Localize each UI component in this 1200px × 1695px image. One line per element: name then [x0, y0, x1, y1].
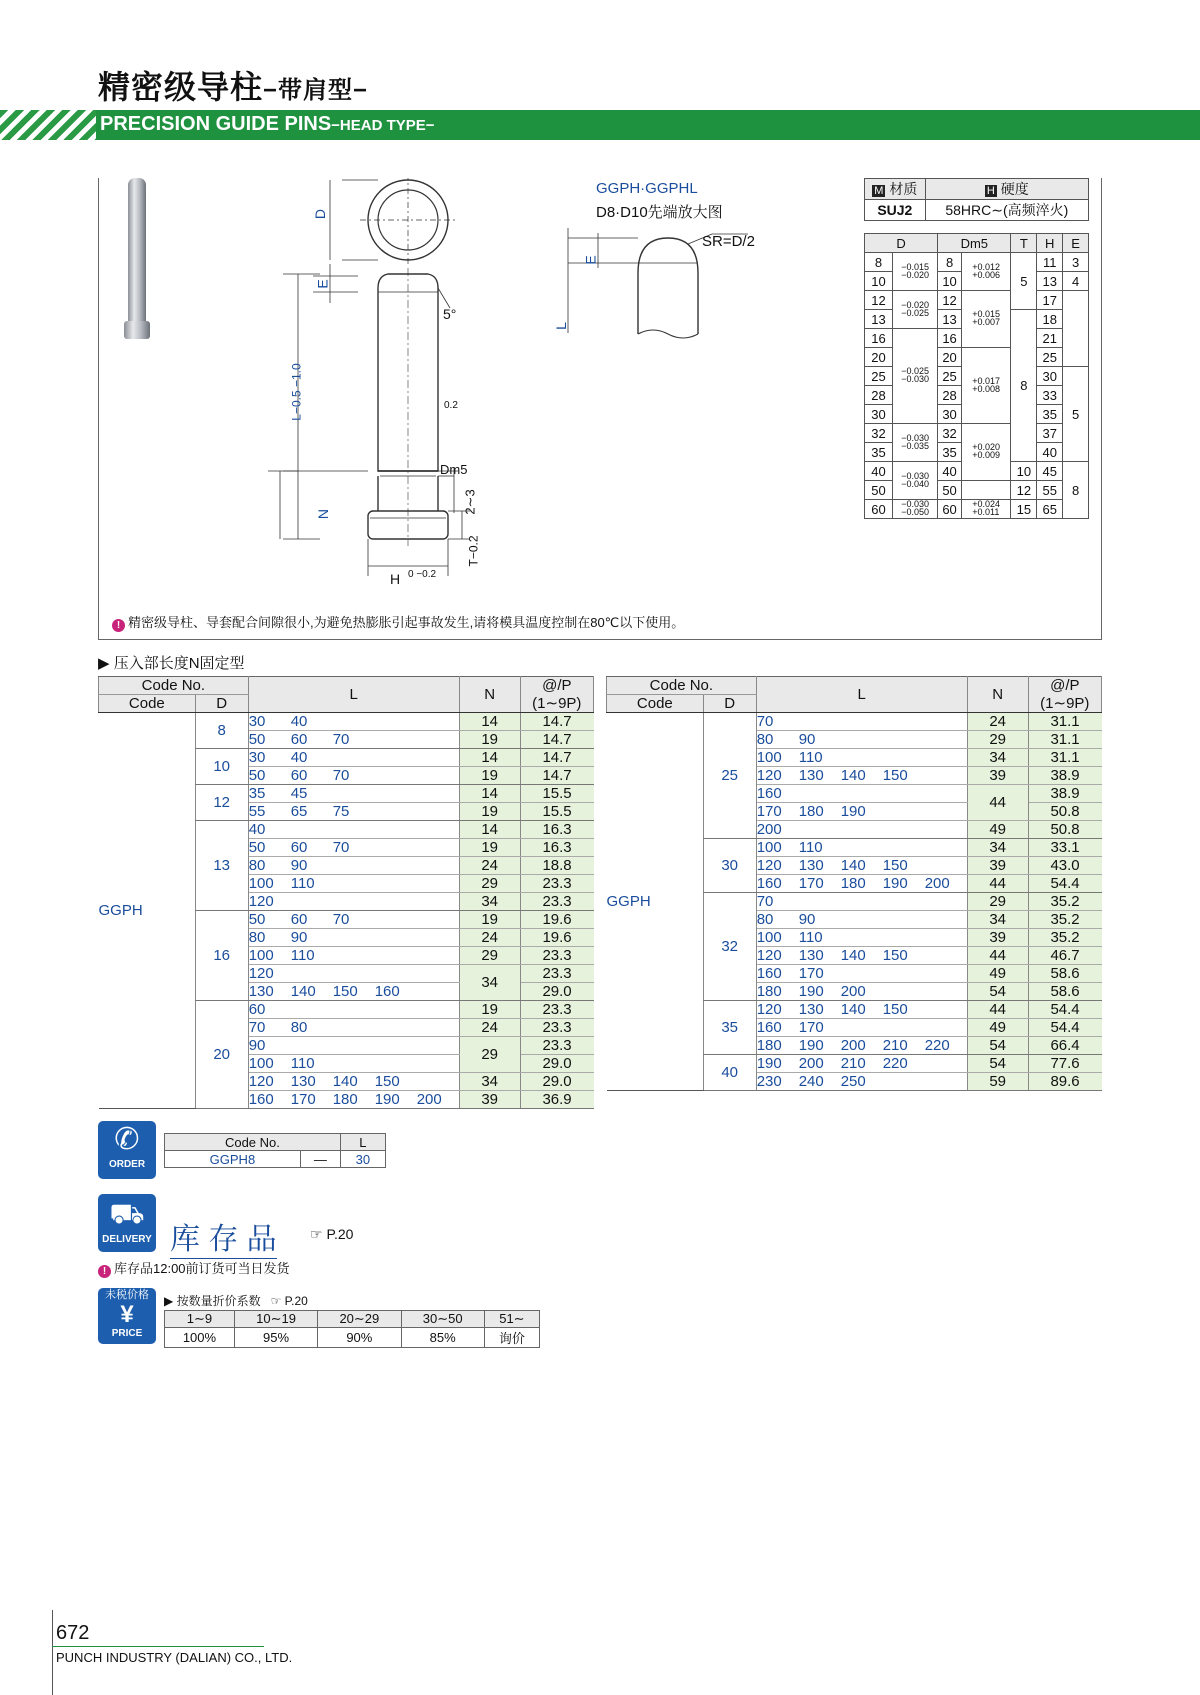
- dim-dm5-label: Dm5: [440, 462, 468, 477]
- price-cell: 43.0: [1028, 857, 1101, 875]
- detail-label: D8·D10先端放大图: [596, 204, 723, 221]
- n-cell: 29: [459, 1037, 520, 1073]
- d-cell: 25: [703, 713, 756, 839]
- price-cell: 29.0: [520, 1073, 593, 1091]
- n-cell: 29: [459, 947, 520, 965]
- d-cell: 8: [195, 713, 248, 749]
- price-cell: 38.9: [1028, 767, 1101, 785]
- l-values: 35 45: [248, 785, 459, 803]
- spec-row: 12 −0.020 −0.025 12 +0.015 +0.007 17: [865, 291, 1089, 310]
- price-cell: 50.8: [1028, 821, 1101, 839]
- price-cell: 23.3: [520, 1019, 593, 1037]
- l-values: 80 90: [756, 911, 967, 929]
- l-values: 160: [756, 785, 967, 803]
- price-cell: 66.4: [1028, 1037, 1101, 1055]
- d-cell: 12: [195, 785, 248, 821]
- dimension-spec-table: D Dm5 T H E 8 −0.015 −0.020 8 +0.012 +0.006 5 11 3 10 10 13 4 12 −0.020 −0.025 12 +0.015 +0.007 17 13 13 8 18 16 −0.025 −0.030 16 21 20 20 +0.017 +0.008 25 25 25 30 5 28 28 33 30 30 35 32 −0.030 −0.035 32 +0.020 +0.009 37 35 35 40 40 −0.030 −0.040 40 10 45 8 50 50 12 55 60 −0.030 −0.050 60 +0.024 +0.011 15 65: [864, 233, 1089, 519]
- price-cell: 46.7: [1028, 947, 1101, 965]
- l-values: 180 190 200: [756, 983, 967, 1001]
- warning-icon: !: [112, 619, 125, 632]
- price-cell: 35.2: [1028, 911, 1101, 929]
- price-cell: 16.3: [520, 821, 593, 839]
- price-cell: 15.5: [520, 785, 593, 803]
- l-values: 100 110: [248, 875, 459, 893]
- spec-row: 10 10 13 4: [865, 272, 1089, 291]
- pin-top-view: [360, 178, 456, 266]
- price-cell: 23.3: [520, 875, 593, 893]
- l-values: 100 110: [756, 839, 967, 857]
- dim-d-label: D: [312, 208, 329, 220]
- price-cell: 54.4: [1028, 1019, 1101, 1037]
- l-values: 30 40: [248, 713, 459, 731]
- n-cell: 29: [967, 731, 1028, 749]
- qty-cell: 51∼: [484, 1311, 539, 1328]
- left-product-table: Code No. L N @/P Code D (1∼9P) GGPH 8 30 40 14 14.7 50 60 70 19 14.7 10 30 40 14 14.7 50 60 70 19 14.7 12 35 45 14 15.5 55 65 75 19 15.5 13 40 14 16.3 50 60 70 19 16.3 80 90 24 18.8 100 110 29 23.3 120 34 23.3 16 50 60 70 19 19.6 80 90 24 19.6 100 110 29 23.3 120 34 23.3 130 140 150 160 29.0 20 60 19 23.3 70 80 24 23.3 90 29 23.3 100 110 29.0 120 130 140 150 34 29.0 160 170 180 190 200 39 36.9: [98, 676, 594, 1109]
- spec-row: 8 −0.015 −0.020 8 +0.012 +0.006 5 11 3: [865, 253, 1089, 272]
- price-cell: 14.7: [520, 713, 593, 731]
- price-cell: 23.3: [520, 1001, 593, 1019]
- l-values: 190 200 210 220: [756, 1055, 967, 1073]
- n-cell: 19: [459, 767, 520, 785]
- company-name: PUNCH INDUSTRY (DALIAN) CO., LTD.: [56, 1650, 293, 1665]
- discount-table: [164, 1310, 540, 1348]
- stock-ref-link[interactable]: ☞ P.20: [310, 1226, 354, 1242]
- price-cell: 58.6: [1028, 983, 1101, 1001]
- price-discount-title: ▶ 按数量折价系数 ☞ P.20: [164, 1294, 308, 1308]
- dim-n-label: N: [315, 508, 332, 520]
- l-values: 80 90: [248, 857, 459, 875]
- qty-cell: 10∼19: [234, 1311, 317, 1328]
- n-cell: 44: [967, 1001, 1028, 1019]
- table-row: [99, 713, 594, 731]
- l-values: 100 110: [756, 749, 967, 767]
- price-cell: 38.9: [1028, 785, 1101, 803]
- order-icon: ✆ ORDER: [98, 1121, 156, 1179]
- n-cell: 34: [459, 965, 520, 1001]
- l-values: 170 180 190: [756, 803, 967, 821]
- n-cell: 19: [459, 731, 520, 749]
- price-cell: 18.8: [520, 857, 593, 875]
- spec-row: 16 −0.025 −0.030 16 21: [865, 329, 1089, 348]
- l-values: 120: [248, 893, 459, 911]
- price-cell: 36.9: [520, 1091, 593, 1109]
- section-title: ▶ 压入部长度N固定型: [98, 655, 245, 672]
- spec-row: 25 25 30 5: [865, 367, 1089, 386]
- n-cell: 34: [967, 839, 1028, 857]
- price-cell: 35.2: [1028, 929, 1101, 947]
- material-value: SUJ2: [865, 200, 926, 221]
- price-cell: 15.5: [520, 803, 593, 821]
- warning-icon: !: [98, 1265, 111, 1278]
- roughness-label: 0.2: [444, 400, 458, 411]
- l-values: 60: [248, 1001, 459, 1019]
- l-values: 80 90: [756, 731, 967, 749]
- spec-row: 13 13 8 18: [865, 310, 1089, 329]
- l-values: 120: [248, 965, 459, 983]
- dim-t-label: T−0.2: [466, 535, 481, 567]
- spec-row: 32 −0.030 −0.035 32 +0.020 +0.009 37: [865, 424, 1089, 443]
- page-title: 精密级导柱−带肩型−: [98, 69, 369, 105]
- l-values: 80 90: [248, 929, 459, 947]
- stripe-decoration: [0, 110, 110, 140]
- material-table: M 材质 H 硬度 SUJ2 58HRC∼(高频淬火): [864, 178, 1089, 221]
- l-values: 50 60 70: [248, 839, 459, 857]
- n-cell: 34: [459, 893, 520, 911]
- dim-h-tol: 0 −0.2: [408, 569, 437, 580]
- material-icon: M: [874, 185, 884, 197]
- pin-side-view: [368, 268, 448, 546]
- price-cell: 23.3: [520, 893, 593, 911]
- n-cell: 34: [459, 1073, 520, 1091]
- n-cell: 39: [967, 857, 1028, 875]
- n-cell: 14: [459, 821, 520, 839]
- price-cell: 31.1: [1028, 713, 1101, 731]
- n-cell: 49: [967, 965, 1028, 983]
- n-cell: 44: [967, 785, 1028, 821]
- n-cell: 14: [459, 749, 520, 767]
- n-cell: 49: [967, 821, 1028, 839]
- n-cell: 14: [459, 785, 520, 803]
- d-cell: 40: [703, 1055, 756, 1091]
- price-ref-link[interactable]: ☞ P.20: [270, 1294, 308, 1308]
- d-cell: 35: [703, 1001, 756, 1055]
- n-cell: 34: [967, 749, 1028, 767]
- stock-note: ! 库存品12:00前订货可当日发货: [98, 1258, 290, 1278]
- model-label: GGPH·GGPHL: [596, 180, 698, 197]
- l-values: 230 240 250: [756, 1073, 967, 1091]
- price-cell: 14.7: [520, 749, 593, 767]
- rate-cell: 询价: [484, 1328, 539, 1348]
- truck-icon: ⛟: [109, 1198, 145, 1229]
- order-example-table: Code No. L GGPH8 — 30: [164, 1133, 386, 1168]
- n-cell: 29: [459, 875, 520, 893]
- stock-title: 库 存 品: [170, 1214, 277, 1259]
- l-values: 160 170 180 190 200: [756, 875, 967, 893]
- n-cell: 49: [967, 1019, 1028, 1037]
- l-values: 120 130 140 150: [756, 1001, 967, 1019]
- title-en: PRECISION GUIDE PINS−HEAD TYPE−: [100, 113, 435, 135]
- n-cell: 24: [459, 929, 520, 947]
- l-values: 70 80: [248, 1019, 459, 1037]
- l-values: 160 170: [756, 965, 967, 983]
- qty-cell: 20∼29: [318, 1311, 401, 1328]
- n-cell: 59: [967, 1073, 1028, 1091]
- qty-cell: 1∼9: [165, 1311, 235, 1328]
- dim-l-label: L−0.5 −1.0: [289, 363, 304, 421]
- spec-row: 28 28 33: [865, 386, 1089, 405]
- l-values: 30 40: [248, 749, 459, 767]
- l-values: 70: [756, 713, 967, 731]
- sr-label: SR=D/2: [702, 233, 755, 250]
- n-cell: 19: [459, 803, 520, 821]
- l-values: 100 110: [248, 1055, 459, 1073]
- price-cell: 23.3: [520, 965, 593, 983]
- right-product-table: Code No. L N @/P Code D (1∼9P) GGPH 25 70 24 31.1 80 90 29 31.1 100 110 34 31.1 120 130 140 150 39 38.9 160 44 38.9 170 180 190 50.8 200 49 50.8 30 100 110 34 33.1 120 130 140 150 39 43.0 160 170 180 190 200 44 54.4 32 70 29 35.2 80 90 34 35.2 100 110 39 35.2 120 130 140 150 44 46.7 160 170 49 58.6 180 190 200 54 58.6 35 120 130 140 150 44 54.4 160 170 49 54.4 180 190 200 210 220 54 66.4 40 190 200 210 220 54 77.6 230 240 250 59 89.6: [606, 676, 1102, 1091]
- n-cell: 19: [459, 1001, 520, 1019]
- price-cell: 29.0: [520, 1055, 593, 1073]
- price-cell: 89.6: [1028, 1073, 1101, 1091]
- l-values: 180 190 200 210 220: [756, 1037, 967, 1055]
- temperature-note: ! 精密级导柱、导套配合间隙很小,为避免热膨胀引起事故发生,请将模具温度控制在80℃以下使用。: [112, 612, 684, 632]
- d-cell: 30: [703, 839, 756, 893]
- n-cell: 24: [967, 713, 1028, 731]
- d-cell: 20: [195, 1001, 248, 1109]
- spec-row: 20 20 +0.017 +0.008 25: [865, 348, 1089, 367]
- spec-row: 50 50 12 55: [865, 481, 1089, 500]
- phone-icon: ✆: [114, 1123, 140, 1156]
- rate-cell: 100%: [165, 1328, 235, 1348]
- l-values: 130 140 150 160: [248, 983, 459, 1001]
- pin-photo: [124, 178, 150, 339]
- price-cell: 14.7: [520, 767, 593, 785]
- l-values: 55 65 75: [248, 803, 459, 821]
- dim-h-label: H: [390, 571, 401, 587]
- l-values: 120 130 140 150: [756, 767, 967, 785]
- n-cell: 24: [459, 1019, 520, 1037]
- d-cell: 13: [195, 821, 248, 911]
- price-cell: 77.6: [1028, 1055, 1101, 1073]
- page-number: 672: [56, 1622, 90, 1644]
- n-cell: 19: [459, 839, 520, 857]
- rate-cell: 85%: [401, 1328, 484, 1348]
- price-cell: 54.4: [1028, 875, 1101, 893]
- n-cell: 39: [967, 929, 1028, 947]
- n-cell: 39: [459, 1091, 520, 1109]
- price-cell: 23.3: [520, 1037, 593, 1055]
- l-values: 50 60 70: [248, 911, 459, 929]
- dim-angle-label: 5°: [443, 306, 457, 322]
- l-values: 160 170: [756, 1019, 967, 1037]
- dim-23-label: 2∼3: [462, 489, 478, 515]
- hardness-value: 58HRC∼(高频淬火): [925, 200, 1088, 221]
- d-cell: 32: [703, 893, 756, 1001]
- n-cell: 44: [967, 875, 1028, 893]
- code-cell: GGPH: [99, 713, 196, 1109]
- price-cell: 14.7: [520, 731, 593, 749]
- n-cell: 54: [967, 1055, 1028, 1073]
- rate-cell: 95%: [234, 1328, 317, 1348]
- price-icon: 未税价格 ¥ PRICE: [98, 1288, 156, 1344]
- price-cell: 50.8: [1028, 803, 1101, 821]
- l-values: 200: [756, 821, 967, 839]
- price-cell: 31.1: [1028, 731, 1101, 749]
- n-cell: 54: [967, 983, 1028, 1001]
- code-cell: GGPH: [607, 713, 704, 1091]
- n-cell: 34: [967, 911, 1028, 929]
- price-cell: 54.4: [1028, 1001, 1101, 1019]
- detail-e-label: E: [582, 255, 599, 265]
- l-values: 160 170 180 190 200: [248, 1091, 459, 1109]
- price-cell: 19.6: [520, 929, 593, 947]
- spec-row: 30 30 35: [865, 405, 1089, 424]
- spec-row: 60 −0.030 −0.050 60 +0.024 +0.011 15 65: [865, 500, 1089, 519]
- l-values: 120 130 140 150: [756, 947, 967, 965]
- delivery-icon: ⛟ DELIVERY: [98, 1194, 156, 1252]
- qty-cell: 30∼50: [401, 1311, 484, 1328]
- l-values: 40: [248, 821, 459, 839]
- l-values: 100 110: [248, 947, 459, 965]
- n-cell: 19: [459, 911, 520, 929]
- l-values: 100 110: [756, 929, 967, 947]
- dim-e-label: E: [314, 279, 331, 289]
- price-cell: 58.6: [1028, 965, 1101, 983]
- n-cell: 24: [459, 857, 520, 875]
- n-cell: 14: [459, 713, 520, 731]
- l-values: 70: [756, 893, 967, 911]
- n-cell: 44: [967, 947, 1028, 965]
- price-cell: 23.3: [520, 947, 593, 965]
- table-row: [607, 713, 1102, 731]
- spec-row: 40 −0.030 −0.040 40 10 45 8: [865, 462, 1089, 481]
- yen-icon: ¥: [120, 1301, 134, 1328]
- title-bar: [0, 110, 1200, 140]
- price-cell: 29.0: [520, 983, 593, 1001]
- price-cell: 31.1: [1028, 749, 1101, 767]
- l-values: 50 60 70: [248, 731, 459, 749]
- price-cell: 35.2: [1028, 893, 1101, 911]
- l-values: 50 60 70: [248, 767, 459, 785]
- rate-cell: 90%: [318, 1328, 401, 1348]
- price-cell: 16.3: [520, 839, 593, 857]
- n-cell: 29: [967, 893, 1028, 911]
- price-cell: 19.6: [520, 911, 593, 929]
- spec-row: 35 35 40: [865, 443, 1089, 462]
- d-cell: 10: [195, 749, 248, 785]
- l-values: 90: [248, 1037, 459, 1055]
- price-cell: 33.1: [1028, 839, 1101, 857]
- detail-l-label: L: [552, 322, 569, 330]
- l-values: 120 130 140 150: [248, 1073, 459, 1091]
- l-values: 120 130 140 150: [756, 857, 967, 875]
- d-cell: 16: [195, 911, 248, 1001]
- hardness-icon: H: [986, 185, 995, 197]
- n-cell: 54: [967, 1037, 1028, 1055]
- n-cell: 39: [967, 767, 1028, 785]
